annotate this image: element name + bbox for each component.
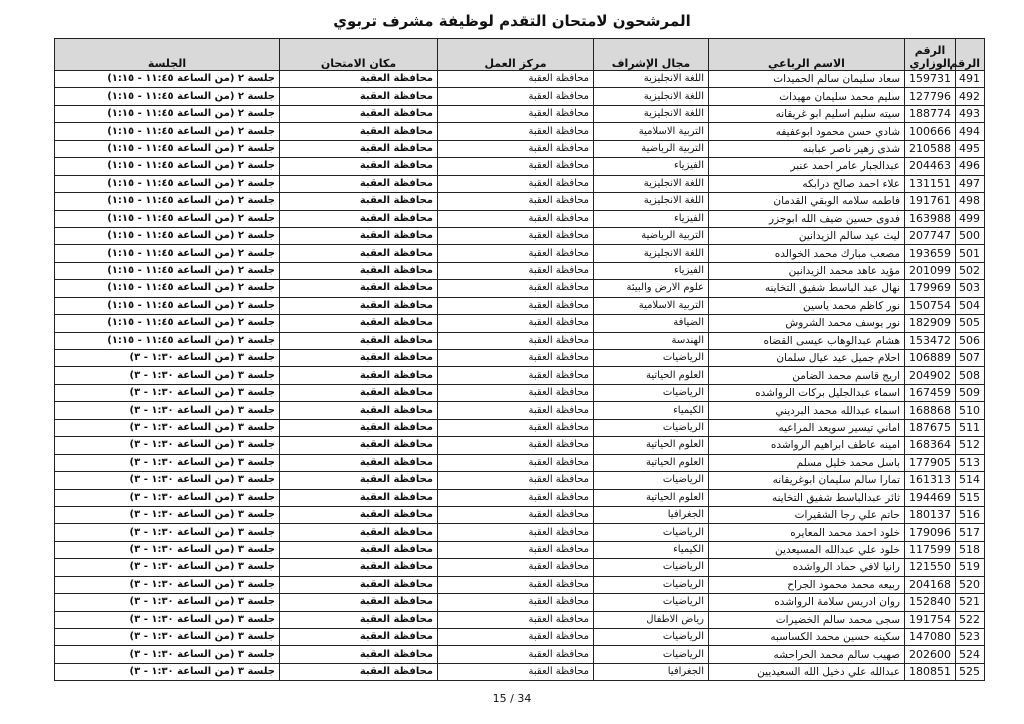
ministry-id-cell: 163988 [905, 210, 956, 227]
field-cell: الرياضيات [594, 384, 709, 401]
name-cell: ربيعه محمد محمود الجراح [709, 576, 905, 593]
ministry-id-cell: 161313 [905, 472, 956, 489]
work-center-cell: محافظة العقبة [438, 663, 594, 680]
table-row [55, 158, 985, 175]
exam-place-cell: محافظة العقبة [280, 71, 438, 88]
field-cell: الهندسة [594, 332, 709, 349]
table-row [55, 227, 985, 244]
row-number-cell: 523 [956, 629, 985, 646]
field-cell: العلوم الحياتية [594, 454, 709, 471]
name-cell: اماني تيسير سويعد المراعيه [709, 419, 905, 436]
field-cell: اللغة الانجليزية [594, 193, 709, 210]
ministry-id-cell: 179096 [905, 524, 956, 541]
session-cell: جلسة ٣ (من الساعة ١:٣٠ - ٣) [55, 663, 280, 680]
work-center-cell: محافظة العقبة [438, 280, 594, 297]
row-number-cell: 500 [956, 227, 985, 244]
field-cell: الرياضيات [594, 629, 709, 646]
field-cell: الجغرافيا [594, 663, 709, 680]
field-cell: اللغة الانجليزية [594, 88, 709, 105]
session-cell: جلسة ٢ (من الساعة ١١:٤٥ - ١:١٥) [55, 175, 280, 192]
work-center-cell: محافظة العقبة [438, 576, 594, 593]
name-cell: ليث عيد سالم الزيدانين [709, 227, 905, 244]
field-cell: اللغة الانجليزية [594, 175, 709, 192]
ministry-id-cell: 204463 [905, 158, 956, 175]
table-row [55, 245, 985, 262]
row-number-cell: 515 [956, 489, 985, 506]
table-body [55, 71, 985, 681]
name-cell: فاطمه سلامه الوبقي القدمان [709, 193, 905, 210]
work-center-cell: محافظة العقبة [438, 158, 594, 175]
work-center-cell: محافظة العقبة [438, 646, 594, 663]
field-cell: العلوم الحياتية [594, 489, 709, 506]
field-cell: التربية الرياضية [594, 227, 709, 244]
row-number-cell: 495 [956, 140, 985, 157]
ministry-id-cell: 193659 [905, 245, 956, 262]
field-cell: اللغة الانجليزية [594, 245, 709, 262]
ministry-id-cell: 127796 [905, 88, 956, 105]
exam-place-cell: محافظة العقبة [280, 88, 438, 105]
exam-place-cell: محافظة العقبة [280, 611, 438, 628]
name-cell: سعاد سليمان سالم الحميدات [709, 71, 905, 88]
field-cell: التربية الرياضية [594, 140, 709, 157]
session-cell: جلسة ٢ (من الساعة ١١:٤٥ - ١:١٥) [55, 123, 280, 140]
field-cell: الرياضيات [594, 646, 709, 663]
exam-place-cell: محافظة العقبة [280, 193, 438, 210]
work-center-cell: محافظة العقبة [438, 472, 594, 489]
name-cell: اسماء عبدالله محمد البرديني [709, 402, 905, 419]
work-center-cell: محافظة العقبة [438, 524, 594, 541]
row-number-cell: 524 [956, 646, 985, 663]
ministry-id-cell: 117599 [905, 541, 956, 558]
exam-place-cell: محافظة العقبة [280, 489, 438, 506]
ministry-id-cell: 168364 [905, 437, 956, 454]
work-center-cell: محافظة العقبة [438, 489, 594, 506]
exam-place-cell: محافظة العقبة [280, 646, 438, 663]
header-field: مجال الإشراف [594, 39, 709, 71]
session-cell: جلسة ٣ (من الساعة ١:٣٠ - ٣) [55, 576, 280, 593]
row-number-cell: 502 [956, 262, 985, 279]
name-cell: مؤيد عاهد محمد الزيدانين [709, 262, 905, 279]
table-row [55, 71, 985, 88]
ministry-id-cell: 150754 [905, 297, 956, 314]
exam-place-cell: محافظة العقبة [280, 384, 438, 401]
exam-place-cell: محافظة العقبة [280, 472, 438, 489]
session-cell: جلسة ٣ (من الساعة ١:٣٠ - ٣) [55, 629, 280, 646]
ministry-id-cell: 207747 [905, 227, 956, 244]
work-center-cell: محافظة العقبة [438, 123, 594, 140]
table-row [55, 332, 985, 349]
exam-place-cell: محافظة العقبة [280, 175, 438, 192]
field-cell: الفيزياء [594, 158, 709, 175]
table-row [55, 88, 985, 105]
work-center-cell: محافظة العقبة [438, 245, 594, 262]
work-center-cell: محافظة العقبة [438, 367, 594, 384]
name-cell: نور يوسف محمد الشروش [709, 315, 905, 332]
name-cell: رانيا لافي حماد الرواشده [709, 559, 905, 576]
field-cell: علوم الارض والبيئة [594, 280, 709, 297]
session-cell: جلسة ٢ (من الساعة ١١:٤٥ - ١:١٥) [55, 297, 280, 314]
field-cell: اللغة الانجليزية [594, 71, 709, 88]
ministry-id-cell: 194469 [905, 489, 956, 506]
page-number: 15 / 34 [492, 692, 532, 705]
field-cell: الرياضيات [594, 524, 709, 541]
ministry-id-cell: 180137 [905, 506, 956, 523]
session-cell: جلسة ٢ (من الساعة ١١:٤٥ - ١:١٥) [55, 315, 280, 332]
field-cell: الرياضيات [594, 559, 709, 576]
ministry-id-cell: 106889 [905, 350, 956, 367]
work-center-cell: محافظة العقبة [438, 193, 594, 210]
field-cell: العلوم الحياتية [594, 437, 709, 454]
table-row [55, 594, 985, 611]
row-number-cell: 498 [956, 193, 985, 210]
row-number-cell: 491 [956, 71, 985, 88]
name-cell: عبدالله علي دخيل الله السعيديين [709, 663, 905, 680]
name-cell: امينه عاطف ابراهيم الرواشده [709, 437, 905, 454]
work-center-cell: محافظة العقبة [438, 350, 594, 367]
exam-place-cell: محافظة العقبة [280, 524, 438, 541]
table-row [55, 663, 985, 680]
table-row [55, 367, 985, 384]
work-center-cell: محافظة العقبة [438, 384, 594, 401]
table-row [55, 123, 985, 140]
field-cell: الفيزياء [594, 262, 709, 279]
table-row [55, 210, 985, 227]
table-row [55, 384, 985, 401]
table-row [55, 350, 985, 367]
name-cell: نور كاظم محمد ياسين [709, 297, 905, 314]
exam-place-cell: محافظة العقبة [280, 559, 438, 576]
table-row [55, 402, 985, 419]
ministry-id-cell: 204168 [905, 576, 956, 593]
exam-place-cell: محافظة العقبة [280, 210, 438, 227]
session-cell: جلسة ٣ (من الساعة ١:٣٠ - ٣) [55, 419, 280, 436]
row-number-cell: 504 [956, 297, 985, 314]
ministry-id-cell: 187675 [905, 419, 956, 436]
ministry-id-cell: 147080 [905, 629, 956, 646]
table-row [55, 315, 985, 332]
field-cell: الرياضيات [594, 472, 709, 489]
name-cell: اريج قاسم محمد الضامن [709, 367, 905, 384]
ministry-id-cell: 153472 [905, 332, 956, 349]
session-cell: جلسة ٣ (من الساعة ١:٣٠ - ٣) [55, 611, 280, 628]
name-cell: شادي حسن محمود ابوعفيفه [709, 123, 905, 140]
name-cell: روان ادريس سلامة الرواشده [709, 594, 905, 611]
ministry-id-cell: 131151 [905, 175, 956, 192]
row-number-cell: 511 [956, 419, 985, 436]
session-cell: جلسة ٣ (من الساعة ١:٣٠ - ٣) [55, 367, 280, 384]
ministry-id-cell: 204902 [905, 367, 956, 384]
work-center-cell: محافظة العقبة [438, 437, 594, 454]
session-cell: جلسة ٢ (من الساعة ١١:٤٥ - ١:١٥) [55, 140, 280, 157]
work-center-cell: محافظة العقبة [438, 559, 594, 576]
ministry-id-cell: 168868 [905, 402, 956, 419]
field-cell: الرياضيات [594, 350, 709, 367]
ministry-id-cell: 191754 [905, 611, 956, 628]
exam-place-cell: محافظة العقبة [280, 576, 438, 593]
header-name: الاسم الرباعي [709, 39, 905, 71]
row-number-cell: 512 [956, 437, 985, 454]
row-number-cell: 496 [956, 158, 985, 175]
exam-place-cell: محافظة العقبة [280, 140, 438, 157]
ministry-id-cell: 152840 [905, 594, 956, 611]
exam-place-cell: محافظة العقبة [280, 245, 438, 262]
row-number-cell: 509 [956, 384, 985, 401]
candidates-table [54, 38, 985, 681]
table-row [55, 472, 985, 489]
table-row [55, 262, 985, 279]
row-number-cell: 508 [956, 367, 985, 384]
table-row [55, 454, 985, 471]
session-cell: جلسة ٣ (من الساعة ١:٣٠ - ٣) [55, 350, 280, 367]
name-cell: تمارا سالم سليمان ابوغريقانه [709, 472, 905, 489]
row-number-cell: 518 [956, 541, 985, 558]
exam-place-cell: محافظة العقبة [280, 297, 438, 314]
exam-place-cell: محافظة العقبة [280, 454, 438, 471]
name-cell: سجى محمد سالم الخضيرات [709, 611, 905, 628]
table-row [55, 175, 985, 192]
exam-place-cell: محافظة العقبة [280, 367, 438, 384]
table-row [55, 506, 985, 523]
exam-place-cell: محافظة العقبة [280, 437, 438, 454]
table-header-row [55, 39, 985, 71]
session-cell: جلسة ٢ (من الساعة ١١:٤٥ - ١:١٥) [55, 105, 280, 122]
session-cell: جلسة ٢ (من الساعة ١١:٤٥ - ١:١٥) [55, 280, 280, 297]
ministry-id-cell: 167459 [905, 384, 956, 401]
session-cell: جلسة ٢ (من الساعة ١١:٤٥ - ١:١٥) [55, 71, 280, 88]
session-cell: جلسة ٣ (من الساعة ١:٣٠ - ٣) [55, 454, 280, 471]
field-cell: الكيمياء [594, 402, 709, 419]
header-ministry-id: الرقم الوزاري [905, 39, 956, 71]
session-cell: جلسة ٣ (من الساعة ١:٣٠ - ٣) [55, 594, 280, 611]
ministry-id-cell: 121550 [905, 559, 956, 576]
field-cell: الرياضيات [594, 594, 709, 611]
session-cell: جلسة ٢ (من الساعة ١١:٤٥ - ١:١٥) [55, 332, 280, 349]
work-center-cell: محافظة العقبة [438, 315, 594, 332]
ministry-id-cell: 182909 [905, 315, 956, 332]
table-row [55, 193, 985, 210]
work-center-cell: محافظة العقبة [438, 262, 594, 279]
header-session: الجلسة [55, 39, 280, 71]
name-cell: احلام جميل عيد عيال سلمان [709, 350, 905, 367]
table-row [55, 489, 985, 506]
exam-place-cell: محافظة العقبة [280, 315, 438, 332]
name-cell: سكينه حسين محمد الكساسبه [709, 629, 905, 646]
table-row [55, 280, 985, 297]
row-number-cell: 510 [956, 402, 985, 419]
session-cell: جلسة ٣ (من الساعة ١:٣٠ - ٣) [55, 384, 280, 401]
work-center-cell: محافظة العقبة [438, 71, 594, 88]
name-cell: فدوى حسين ضيف الله ابوجزر [709, 210, 905, 227]
name-cell: مصعب مبارك محمد الخوالده [709, 245, 905, 262]
exam-place-cell: محافظة العقبة [280, 227, 438, 244]
name-cell: خلود احمد محمد المعايره [709, 524, 905, 541]
field-cell: الضيافة [594, 315, 709, 332]
name-cell: صهيب سالم محمد الحراحشه [709, 646, 905, 663]
row-number-cell: 494 [956, 123, 985, 140]
work-center-cell: محافظة العقبة [438, 594, 594, 611]
exam-place-cell: محافظة العقبة [280, 629, 438, 646]
work-center-cell: محافظة العقبة [438, 541, 594, 558]
row-number-cell: 514 [956, 472, 985, 489]
row-number-cell: 503 [956, 280, 985, 297]
name-cell: باسل محمد خليل مسلم [709, 454, 905, 471]
header-row-no: الرقم [956, 39, 985, 71]
table-row [55, 140, 985, 157]
ministry-id-cell: 159731 [905, 71, 956, 88]
field-cell: الرياضيات [594, 419, 709, 436]
table-row [55, 541, 985, 558]
name-cell: علاء احمد صالح درابكه [709, 175, 905, 192]
ministry-id-cell: 180851 [905, 663, 956, 680]
row-number-cell: 493 [956, 105, 985, 122]
row-number-cell: 522 [956, 611, 985, 628]
field-cell: العلوم الحياتية [594, 367, 709, 384]
work-center-cell: محافظة العقبة [438, 419, 594, 436]
table-row [55, 524, 985, 541]
exam-place-cell: محافظة العقبة [280, 332, 438, 349]
exam-place-cell: محافظة العقبة [280, 105, 438, 122]
exam-place-cell: محافظة العقبة [280, 419, 438, 436]
name-cell: هشام عبدالوهاب عيسى القضاه [709, 332, 905, 349]
header-center: مركز العمل [438, 39, 594, 71]
table-row [55, 297, 985, 314]
name-cell: عبدالجبار عامر احمد عنبر [709, 158, 905, 175]
work-center-cell: محافظة العقبة [438, 227, 594, 244]
session-cell: جلسة ٣ (من الساعة ١:٣٠ - ٣) [55, 402, 280, 419]
session-cell: جلسة ٣ (من الساعة ١:٣٠ - ٣) [55, 506, 280, 523]
work-center-cell: محافظة العقبة [438, 175, 594, 192]
name-cell: سيته سليم اسليم ابو غريقانه [709, 105, 905, 122]
exam-place-cell: محافظة العقبة [280, 262, 438, 279]
candidates-table-container [54, 38, 984, 681]
name-cell: حاتم علي رجا الشقيرات [709, 506, 905, 523]
session-cell: جلسة ٢ (من الساعة ١١:٤٥ - ١:١٥) [55, 210, 280, 227]
row-number-cell: 499 [956, 210, 985, 227]
exam-place-cell: محافظة العقبة [280, 402, 438, 419]
field-cell: التربية الاسلامية [594, 123, 709, 140]
ministry-id-cell: 191761 [905, 193, 956, 210]
session-cell: جلسة ٣ (من الساعة ١:٣٠ - ٣) [55, 559, 280, 576]
session-cell: جلسة ٣ (من الساعة ١:٣٠ - ٣) [55, 541, 280, 558]
table-row [55, 437, 985, 454]
name-cell: اسماء عبدالجليل بركات الرواشده [709, 384, 905, 401]
session-cell: جلسة ٣ (من الساعة ١:٣٠ - ٣) [55, 646, 280, 663]
work-center-cell: محافظة العقبة [438, 297, 594, 314]
work-center-cell: محافظة العقبة [438, 629, 594, 646]
session-cell: جلسة ٢ (من الساعة ١١:٤٥ - ١:١٥) [55, 193, 280, 210]
row-number-cell: 525 [956, 663, 985, 680]
session-cell: جلسة ٣ (من الساعة ١:٣٠ - ٣) [55, 437, 280, 454]
row-number-cell: 497 [956, 175, 985, 192]
exam-place-cell: محافظة العقبة [280, 280, 438, 297]
session-cell: جلسة ٣ (من الساعة ١:٣٠ - ٣) [55, 524, 280, 541]
work-center-cell: محافظة العقبة [438, 88, 594, 105]
ministry-id-cell: 188774 [905, 105, 956, 122]
row-number-cell: 507 [956, 350, 985, 367]
ministry-id-cell: 201099 [905, 262, 956, 279]
field-cell: الجغرافيا [594, 506, 709, 523]
exam-place-cell: محافظة العقبة [280, 506, 438, 523]
exam-place-cell: محافظة العقبة [280, 123, 438, 140]
field-cell: رياض الاطفال [594, 611, 709, 628]
ministry-id-cell: 202600 [905, 646, 956, 663]
row-number-cell: 516 [956, 506, 985, 523]
session-cell: جلسة ٢ (من الساعة ١١:٤٥ - ١:١٥) [55, 158, 280, 175]
row-number-cell: 505 [956, 315, 985, 332]
exam-place-cell: محافظة العقبة [280, 541, 438, 558]
session-cell: جلسة ٣ (من الساعة ١:٣٠ - ٣) [55, 489, 280, 506]
session-cell: جلسة ٢ (من الساعة ١١:٤٥ - ١:١٥) [55, 88, 280, 105]
name-cell: سليم محمد سليمان مهيدات [709, 88, 905, 105]
table-row [55, 419, 985, 436]
table-row [55, 105, 985, 122]
table-row [55, 629, 985, 646]
work-center-cell: محافظة العقبة [438, 210, 594, 227]
ministry-id-cell: 210588 [905, 140, 956, 157]
session-cell: جلسة ٢ (من الساعة ١١:٤٥ - ١:١٥) [55, 262, 280, 279]
row-number-cell: 517 [956, 524, 985, 541]
work-center-cell: محافظة العقبة [438, 506, 594, 523]
field-cell: اللغة الانجليزية [594, 105, 709, 122]
session-cell: جلسة ٢ (من الساعة ١١:٤٥ - ١:١٥) [55, 227, 280, 244]
work-center-cell: محافظة العقبة [438, 105, 594, 122]
ministry-id-cell: 179969 [905, 280, 956, 297]
work-center-cell: محافظة العقبة [438, 140, 594, 157]
table-row [55, 646, 985, 663]
ministry-id-cell: 100666 [905, 123, 956, 140]
name-cell: خلود علي عبدالله المسيعدين [709, 541, 905, 558]
table-row [55, 576, 985, 593]
field-cell: التربية الاسلامية [594, 297, 709, 314]
exam-place-cell: محافظة العقبة [280, 350, 438, 367]
session-cell: جلسة ٢ (من الساعة ١١:٤٥ - ١:١٥) [55, 245, 280, 262]
field-cell: الفيزياء [594, 210, 709, 227]
name-cell: شذى زهير ناصر عبابنه [709, 140, 905, 157]
field-cell: الكيمياء [594, 541, 709, 558]
name-cell: ثائر عبدالباسط شفيق التخاينه [709, 489, 905, 506]
exam-place-cell: محافظة العقبة [280, 594, 438, 611]
session-cell: جلسة ٣ (من الساعة ١:٣٠ - ٣) [55, 472, 280, 489]
work-center-cell: محافظة العقبة [438, 454, 594, 471]
exam-place-cell: محافظة العقبة [280, 158, 438, 175]
work-center-cell: محافظة العقبة [438, 402, 594, 419]
row-number-cell: 513 [956, 454, 985, 471]
row-number-cell: 506 [956, 332, 985, 349]
header-place: مكان الامتحان [280, 39, 438, 71]
table-row [55, 611, 985, 628]
table-row [55, 559, 985, 576]
ministry-id-cell: 177905 [905, 454, 956, 471]
page-title: المرشحون لامتحان التقدم لوظيفة مشرف تربوي [333, 12, 691, 30]
row-number-cell: 521 [956, 594, 985, 611]
field-cell: الرياضيات [594, 576, 709, 593]
work-center-cell: محافظة العقبة [438, 611, 594, 628]
row-number-cell: 520 [956, 576, 985, 593]
exam-place-cell: محافظة العقبة [280, 663, 438, 680]
row-number-cell: 501 [956, 245, 985, 262]
row-number-cell: 492 [956, 88, 985, 105]
work-center-cell: محافظة العقبة [438, 332, 594, 349]
name-cell: نهال عبد الباسط شفيق التخاينه [709, 280, 905, 297]
row-number-cell: 519 [956, 559, 985, 576]
